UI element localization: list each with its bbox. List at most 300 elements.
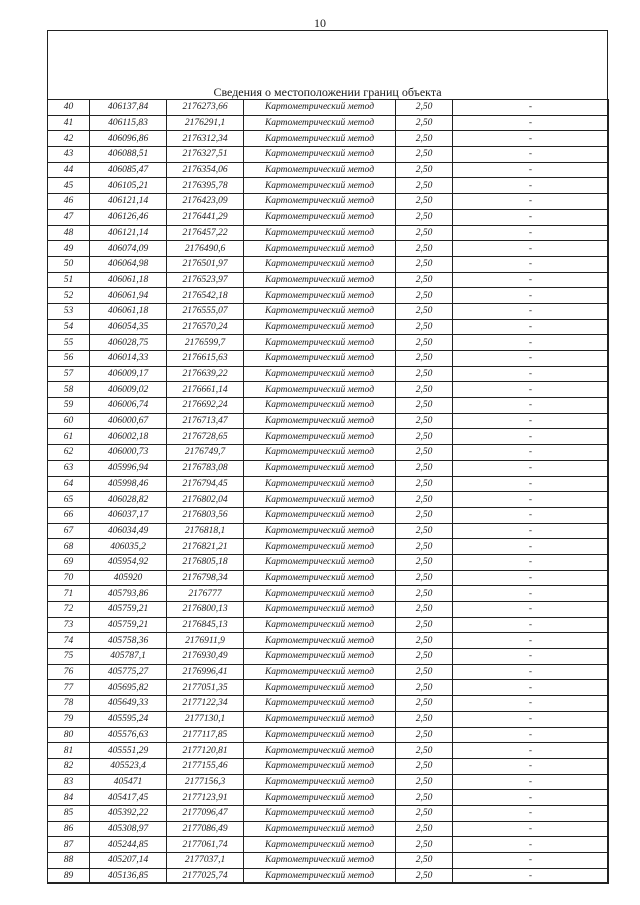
table-row (48, 335, 609, 351)
table-row (48, 413, 609, 429)
point-number-cell: 61 (48, 429, 90, 445)
y-coordinate-cell: 2176523,97 (167, 272, 244, 288)
description-cell: - (453, 805, 609, 821)
method-cell: Картометрический метод (244, 115, 396, 131)
point-number-cell: 44 (48, 162, 90, 178)
y-coordinate-cell: 2176911,9 (167, 633, 244, 649)
accuracy-cell: 2,50 (396, 837, 453, 853)
y-coordinate-cell: 2177117,85 (167, 727, 244, 743)
x-coordinate-cell: 406121,14 (90, 225, 167, 241)
table-row (48, 554, 609, 570)
x-coordinate-cell: 405787,1 (90, 649, 167, 665)
y-coordinate-cell: 2176821,21 (167, 539, 244, 555)
method-cell: Картометрический метод (244, 570, 396, 586)
accuracy-cell: 2,50 (396, 758, 453, 774)
description-cell: - (453, 743, 609, 759)
table-row (48, 570, 609, 586)
y-coordinate-cell: 2176800,13 (167, 602, 244, 618)
x-coordinate-cell: 406061,18 (90, 272, 167, 288)
method-cell: Картометрический метод (244, 225, 396, 241)
point-number-cell: 49 (48, 241, 90, 257)
table-row (48, 147, 609, 163)
x-coordinate-cell: 406096,86 (90, 131, 167, 147)
method-cell: Картометрический метод (244, 351, 396, 367)
y-coordinate-cell: 2176805,18 (167, 554, 244, 570)
method-cell: Картометрический метод (244, 460, 396, 476)
y-coordinate-cell: 2176783,08 (167, 460, 244, 476)
table-row (48, 649, 609, 665)
table-row (48, 225, 609, 241)
table-row (48, 696, 609, 712)
y-coordinate-cell: 2177156,3 (167, 774, 244, 790)
method-cell: Картометрический метод (244, 382, 396, 398)
y-coordinate-cell: 2176818,1 (167, 523, 244, 539)
description-cell: - (453, 492, 609, 508)
point-number-cell: 40 (48, 100, 90, 116)
table-row (48, 539, 609, 555)
accuracy-cell: 2,50 (396, 178, 453, 194)
point-number-cell: 71 (48, 586, 90, 602)
point-number-cell: 50 (48, 256, 90, 272)
description-cell: - (453, 790, 609, 806)
accuracy-cell: 2,50 (396, 445, 453, 461)
accuracy-cell: 2,50 (396, 413, 453, 429)
table-row (48, 100, 609, 116)
method-cell: Картометрический метод (244, 335, 396, 351)
table-row (48, 727, 609, 743)
x-coordinate-cell: 405244,85 (90, 837, 167, 853)
x-coordinate-cell: 405759,21 (90, 617, 167, 633)
description-cell: - (453, 147, 609, 163)
x-coordinate-cell: 406126,46 (90, 209, 167, 225)
point-number-cell: 70 (48, 570, 90, 586)
method-cell: Картометрический метод (244, 398, 396, 414)
point-number-cell: 53 (48, 303, 90, 319)
point-number-cell: 76 (48, 664, 90, 680)
point-number-cell: 73 (48, 617, 90, 633)
description-cell: - (453, 429, 609, 445)
y-coordinate-cell: 2176996,41 (167, 664, 244, 680)
accuracy-cell: 2,50 (396, 100, 453, 116)
x-coordinate-cell: 405523,4 (90, 758, 167, 774)
point-number-cell: 58 (48, 382, 90, 398)
point-number-cell: 46 (48, 194, 90, 210)
y-coordinate-cell: 2176457,22 (167, 225, 244, 241)
description-cell: - (453, 821, 609, 837)
description-cell: - (453, 460, 609, 476)
y-coordinate-cell: 2177130,1 (167, 711, 244, 727)
x-coordinate-cell: 406105,21 (90, 178, 167, 194)
accuracy-cell: 2,50 (396, 711, 453, 727)
method-cell: Картометрический метод (244, 476, 396, 492)
y-coordinate-cell: 2176599,7 (167, 335, 244, 351)
accuracy-cell: 2,50 (396, 335, 453, 351)
table-row (48, 617, 609, 633)
accuracy-cell: 2,50 (396, 225, 453, 241)
accuracy-cell: 2,50 (396, 554, 453, 570)
accuracy-cell: 2,50 (396, 194, 453, 210)
accuracy-cell: 2,50 (396, 805, 453, 821)
table-row (48, 853, 609, 869)
x-coordinate-cell: 405417,45 (90, 790, 167, 806)
y-coordinate-cell: 2177061,74 (167, 837, 244, 853)
table-row (48, 790, 609, 806)
table-row (48, 586, 609, 602)
description-cell: - (453, 853, 609, 869)
method-cell: Картометрический метод (244, 602, 396, 618)
description-cell: - (453, 288, 609, 304)
method-cell: Картометрический метод (244, 696, 396, 712)
y-coordinate-cell: 2176395,78 (167, 178, 244, 194)
point-number-cell: 82 (48, 758, 90, 774)
table-row (48, 351, 609, 367)
accuracy-cell: 2,50 (396, 602, 453, 618)
point-number-cell: 79 (48, 711, 90, 727)
method-cell: Картометрический метод (244, 774, 396, 790)
accuracy-cell: 2,50 (396, 633, 453, 649)
method-cell: Картометрический метод (244, 492, 396, 508)
y-coordinate-cell: 2177051,35 (167, 680, 244, 696)
accuracy-cell: 2,50 (396, 507, 453, 523)
x-coordinate-cell: 405308,97 (90, 821, 167, 837)
table-row (48, 445, 609, 461)
table-row (48, 178, 609, 194)
table-row (48, 805, 609, 821)
point-number-cell: 68 (48, 539, 90, 555)
description-cell: - (453, 774, 609, 790)
accuracy-cell: 2,50 (396, 727, 453, 743)
description-cell: - (453, 554, 609, 570)
x-coordinate-cell: 405695,82 (90, 680, 167, 696)
x-coordinate-cell: 405649,33 (90, 696, 167, 712)
x-coordinate-cell: 406085,47 (90, 162, 167, 178)
y-coordinate-cell: 2176490,6 (167, 241, 244, 257)
y-coordinate-cell: 2176312,34 (167, 131, 244, 147)
point-number-cell: 69 (48, 554, 90, 570)
table-row (48, 680, 609, 696)
table-row (48, 711, 609, 727)
y-coordinate-cell: 2177096,47 (167, 805, 244, 821)
table-row (48, 194, 609, 210)
accuracy-cell: 2,50 (396, 853, 453, 869)
method-cell: Картометрический метод (244, 649, 396, 665)
point-number-cell: 80 (48, 727, 90, 743)
y-coordinate-cell: 2176777 (167, 586, 244, 602)
accuracy-cell: 2,50 (396, 288, 453, 304)
point-number-cell: 87 (48, 837, 90, 853)
method-cell: Картометрический метод (244, 178, 396, 194)
x-coordinate-cell: 405793,86 (90, 586, 167, 602)
accuracy-cell: 2,50 (396, 460, 453, 476)
accuracy-cell: 2,50 (396, 570, 453, 586)
point-number-cell: 86 (48, 821, 90, 837)
accuracy-cell: 2,50 (396, 209, 453, 225)
y-coordinate-cell: 2176615,63 (167, 351, 244, 367)
description-cell: - (453, 225, 609, 241)
x-coordinate-cell: 406061,94 (90, 288, 167, 304)
x-coordinate-cell: 405998,46 (90, 476, 167, 492)
x-coordinate-cell: 405954,92 (90, 554, 167, 570)
accuracy-cell: 2,50 (396, 429, 453, 445)
accuracy-cell: 2,50 (396, 664, 453, 680)
point-number-cell: 43 (48, 147, 90, 163)
table-row (48, 366, 609, 382)
method-cell: Картометрический метод (244, 633, 396, 649)
table-row (48, 256, 609, 272)
point-number-cell: 74 (48, 633, 90, 649)
y-coordinate-cell: 2176639,22 (167, 366, 244, 382)
y-coordinate-cell: 2176661,14 (167, 382, 244, 398)
method-cell: Картометрический метод (244, 727, 396, 743)
point-number-cell: 66 (48, 507, 90, 523)
x-coordinate-cell: 406000,73 (90, 445, 167, 461)
point-number-cell: 89 (48, 868, 90, 884)
x-coordinate-cell: 406009,02 (90, 382, 167, 398)
method-cell: Картометрический метод (244, 617, 396, 633)
accuracy-cell: 2,50 (396, 351, 453, 367)
y-coordinate-cell: 2177037,1 (167, 853, 244, 869)
point-number-cell: 63 (48, 460, 90, 476)
y-coordinate-cell: 2176713,47 (167, 413, 244, 429)
description-cell: - (453, 241, 609, 257)
x-coordinate-cell: 405471 (90, 774, 167, 790)
method-cell: Картометрический метод (244, 554, 396, 570)
x-coordinate-cell: 406034,49 (90, 523, 167, 539)
y-coordinate-cell: 2176798,34 (167, 570, 244, 586)
method-cell: Картометрический метод (244, 790, 396, 806)
x-coordinate-cell: 406014,33 (90, 351, 167, 367)
point-number-cell: 81 (48, 743, 90, 759)
method-cell: Картометрический метод (244, 445, 396, 461)
table-row (48, 868, 609, 884)
x-coordinate-cell: 406037,17 (90, 507, 167, 523)
table-row (48, 837, 609, 853)
accuracy-cell: 2,50 (396, 649, 453, 665)
description-cell: - (453, 303, 609, 319)
accuracy-cell: 2,50 (396, 131, 453, 147)
y-coordinate-cell: 2176930,49 (167, 649, 244, 665)
description-cell: - (453, 162, 609, 178)
table-row (48, 272, 609, 288)
x-coordinate-cell: 406121,14 (90, 194, 167, 210)
table-row (48, 476, 609, 492)
method-cell: Картометрический метод (244, 288, 396, 304)
method-cell: Картометрический метод (244, 821, 396, 837)
accuracy-cell: 2,50 (396, 743, 453, 759)
description-cell: - (453, 115, 609, 131)
accuracy-cell: 2,50 (396, 680, 453, 696)
point-number-cell: 57 (48, 366, 90, 382)
accuracy-cell: 2,50 (396, 617, 453, 633)
method-cell: Картометрический метод (244, 664, 396, 680)
y-coordinate-cell: 2176501,97 (167, 256, 244, 272)
x-coordinate-cell: 406074,09 (90, 241, 167, 257)
x-coordinate-cell: 405207,14 (90, 853, 167, 869)
method-cell: Картометрический метод (244, 241, 396, 257)
method-cell: Картометрический метод (244, 539, 396, 555)
table-row (48, 162, 609, 178)
accuracy-cell: 2,50 (396, 821, 453, 837)
y-coordinate-cell: 2176803,56 (167, 507, 244, 523)
table-row (48, 507, 609, 523)
y-coordinate-cell: 2176692,24 (167, 398, 244, 414)
point-number-cell: 45 (48, 178, 90, 194)
coordinates-table-body (48, 100, 609, 884)
point-number-cell: 55 (48, 335, 90, 351)
description-cell: - (453, 194, 609, 210)
table-row (48, 288, 609, 304)
table-row (48, 774, 609, 790)
method-cell: Картометрический метод (244, 853, 396, 869)
point-number-cell: 52 (48, 288, 90, 304)
x-coordinate-cell: 405759,21 (90, 602, 167, 618)
description-cell: - (453, 209, 609, 225)
method-cell: Картометрический метод (244, 868, 396, 884)
accuracy-cell: 2,50 (396, 241, 453, 257)
accuracy-cell: 2,50 (396, 539, 453, 555)
point-number-cell: 48 (48, 225, 90, 241)
y-coordinate-cell: 2177025,74 (167, 868, 244, 884)
x-coordinate-cell: 405595,24 (90, 711, 167, 727)
accuracy-cell: 2,50 (396, 790, 453, 806)
x-coordinate-cell: 405775,27 (90, 664, 167, 680)
y-coordinate-cell: 2176555,07 (167, 303, 244, 319)
description-cell: - (453, 649, 609, 665)
point-number-cell: 72 (48, 602, 90, 618)
table-row (48, 460, 609, 476)
description-cell: - (453, 445, 609, 461)
y-coordinate-cell: 2176794,45 (167, 476, 244, 492)
table-row (48, 115, 609, 131)
method-cell: Картометрический метод (244, 131, 396, 147)
description-cell: - (453, 256, 609, 272)
method-cell: Картометрический метод (244, 319, 396, 335)
point-number-cell: 78 (48, 696, 90, 712)
description-cell: - (453, 272, 609, 288)
description-cell: - (453, 570, 609, 586)
table-row (48, 429, 609, 445)
accuracy-cell: 2,50 (396, 696, 453, 712)
table-row (48, 758, 609, 774)
accuracy-cell: 2,50 (396, 366, 453, 382)
description-cell: - (453, 476, 609, 492)
x-coordinate-cell: 406137,84 (90, 100, 167, 116)
x-coordinate-cell: 406000,67 (90, 413, 167, 429)
point-number-cell: 59 (48, 398, 90, 414)
description-cell: - (453, 413, 609, 429)
table-row (48, 664, 609, 680)
description-cell: - (453, 664, 609, 680)
y-coordinate-cell: 2177123,91 (167, 790, 244, 806)
point-number-cell: 56 (48, 351, 90, 367)
accuracy-cell: 2,50 (396, 256, 453, 272)
description-cell: - (453, 131, 609, 147)
y-coordinate-cell: 2176291,1 (167, 115, 244, 131)
accuracy-cell: 2,50 (396, 272, 453, 288)
table-row (48, 633, 609, 649)
x-coordinate-cell: 406115,83 (90, 115, 167, 131)
accuracy-cell: 2,50 (396, 162, 453, 178)
table-row (48, 382, 609, 398)
method-cell: Картометрический метод (244, 194, 396, 210)
y-coordinate-cell: 2176273,66 (167, 100, 244, 116)
point-number-cell: 51 (48, 272, 90, 288)
table-frame (47, 30, 608, 883)
accuracy-cell: 2,50 (396, 303, 453, 319)
table-row (48, 492, 609, 508)
table-row (48, 743, 609, 759)
x-coordinate-cell: 406088,51 (90, 147, 167, 163)
x-coordinate-cell: 405136,85 (90, 868, 167, 884)
description-cell: - (453, 711, 609, 727)
point-number-cell: 60 (48, 413, 90, 429)
method-cell: Картометрический метод (244, 303, 396, 319)
method-cell: Картометрический метод (244, 429, 396, 445)
description-cell: - (453, 680, 609, 696)
table-row (48, 602, 609, 618)
point-number-cell: 54 (48, 319, 90, 335)
description-cell: - (453, 602, 609, 618)
accuracy-cell: 2,50 (396, 774, 453, 790)
x-coordinate-cell: 406009,17 (90, 366, 167, 382)
description-cell: - (453, 617, 609, 633)
x-coordinate-cell: 405576,63 (90, 727, 167, 743)
x-coordinate-cell: 405996,94 (90, 460, 167, 476)
y-coordinate-cell: 2177122,34 (167, 696, 244, 712)
table-row (48, 241, 609, 257)
method-cell: Картометрический метод (244, 507, 396, 523)
table-row (48, 209, 609, 225)
y-coordinate-cell: 2177086,49 (167, 821, 244, 837)
point-number-cell: 47 (48, 209, 90, 225)
table-row (48, 303, 609, 319)
table-row (48, 131, 609, 147)
accuracy-cell: 2,50 (396, 319, 453, 335)
description-cell: - (453, 586, 609, 602)
description-cell: - (453, 868, 609, 884)
method-cell: Картометрический метод (244, 366, 396, 382)
accuracy-cell: 2,50 (396, 523, 453, 539)
accuracy-cell: 2,50 (396, 382, 453, 398)
point-number-cell: 83 (48, 774, 90, 790)
y-coordinate-cell: 2176845,13 (167, 617, 244, 633)
x-coordinate-cell: 405758,36 (90, 633, 167, 649)
y-coordinate-cell: 2177155,46 (167, 758, 244, 774)
description-cell: - (453, 366, 609, 382)
point-number-cell: 42 (48, 131, 90, 147)
method-cell: Картометрический метод (244, 162, 396, 178)
description-cell: - (453, 727, 609, 743)
description-cell: - (453, 507, 609, 523)
x-coordinate-cell: 405551,29 (90, 743, 167, 759)
accuracy-cell: 2,50 (396, 147, 453, 163)
x-coordinate-cell: 406064,98 (90, 256, 167, 272)
table-row (48, 523, 609, 539)
description-cell: - (453, 523, 609, 539)
point-number-cell: 84 (48, 790, 90, 806)
x-coordinate-cell: 406002,18 (90, 429, 167, 445)
method-cell: Картометрический метод (244, 758, 396, 774)
x-coordinate-cell: 405920 (90, 570, 167, 586)
x-coordinate-cell: 406054,35 (90, 319, 167, 335)
description-cell: - (453, 351, 609, 367)
method-cell: Картометрический метод (244, 147, 396, 163)
method-cell: Картометрический метод (244, 523, 396, 539)
y-coordinate-cell: 2176570,24 (167, 319, 244, 335)
y-coordinate-cell: 2176542,18 (167, 288, 244, 304)
description-cell: - (453, 178, 609, 194)
method-cell: Картометрический метод (244, 680, 396, 696)
